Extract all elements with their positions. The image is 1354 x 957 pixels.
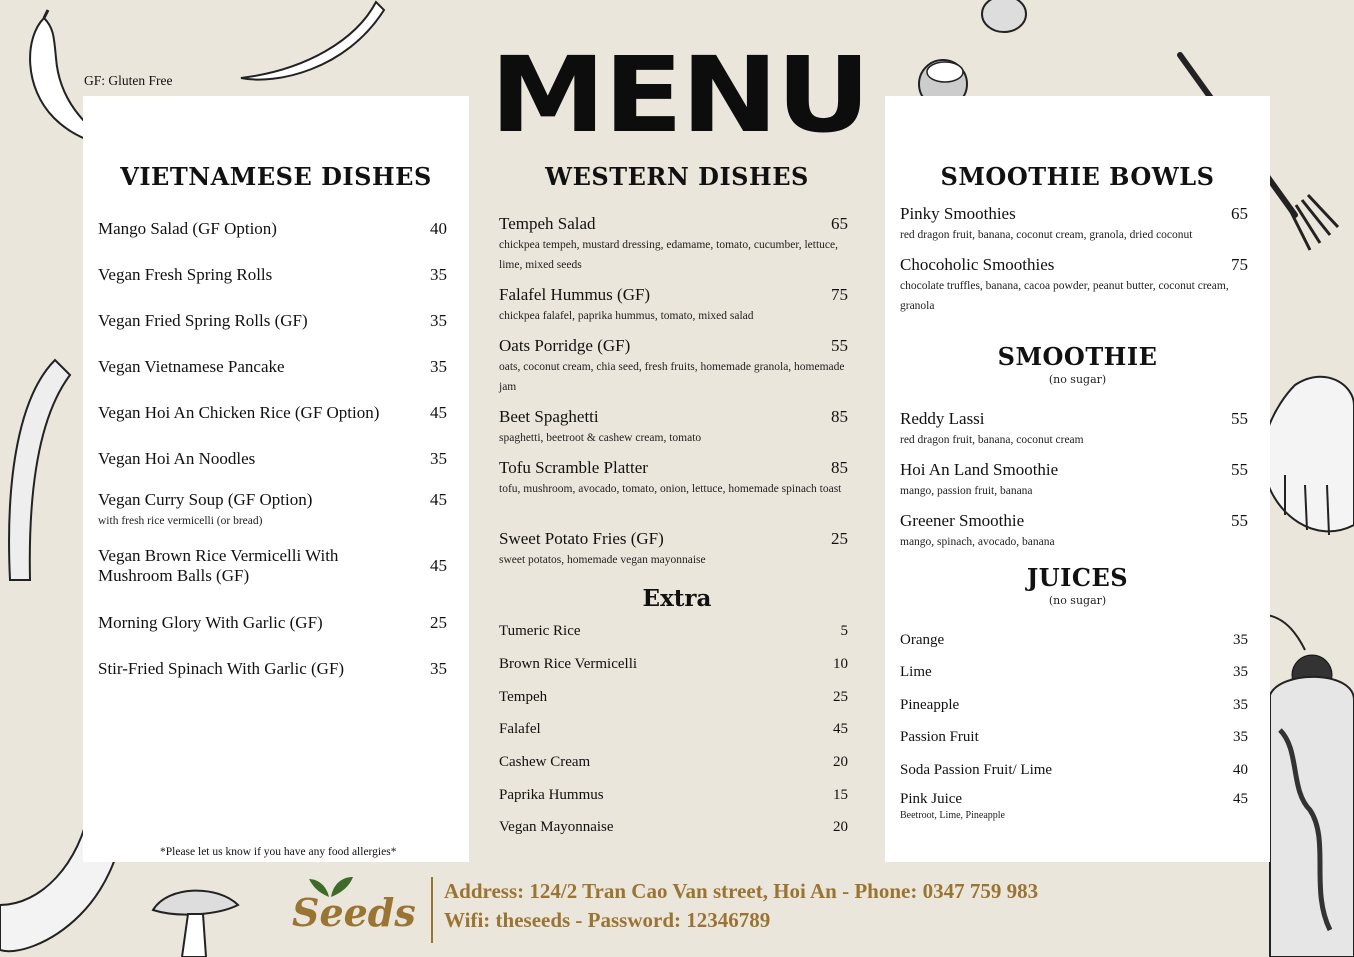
menu-item — [98, 219, 447, 239]
smoothie-bowls-title: SMOOTHIE BOWLS — [940, 162, 1215, 191]
item-name: Pinky Smoothies — [900, 204, 1016, 223]
page-title: MENU — [489, 34, 869, 156]
menu-item — [499, 458, 848, 499]
item-price: 85 — [831, 458, 848, 477]
item-price: 35 — [430, 659, 447, 678]
item-description: chickpea tempeh, mustard dressing, edamame, tomato, cucumber, lettuce, lime, mixed seeds — [499, 239, 838, 271]
menu-item — [900, 697, 1248, 714]
item-price: 45 — [833, 721, 848, 737]
item-price: 55 — [831, 336, 848, 355]
item-price: 25 — [831, 529, 848, 548]
menu-item — [98, 490, 447, 531]
item-price: 75 — [1231, 255, 1248, 274]
item-name: Brown Rice Vermicelli — [499, 656, 638, 672]
menu-item — [900, 632, 1248, 649]
item-price: 25 — [833, 689, 848, 705]
item-price: 35 — [430, 449, 447, 468]
gluten-free-note: GF: Gluten Free — [84, 73, 173, 88]
extra-item — [499, 623, 848, 640]
extra-item — [499, 754, 848, 771]
item-name: Pink Juice — [900, 791, 963, 807]
footer-divider — [431, 877, 433, 943]
menu-item — [900, 791, 1248, 823]
item-name: Sweet Potato Fries (GF) — [499, 529, 664, 548]
menu-item — [499, 529, 848, 570]
item-name: Morning Glory With Garlic (GF) — [98, 613, 323, 632]
item-description: mango, passion fruit, banana — [900, 485, 1033, 497]
menu-item — [499, 336, 848, 397]
extra-item — [499, 689, 848, 706]
item-price: 40 — [1233, 762, 1248, 778]
juices-title: JUICES — [1026, 563, 1129, 592]
item-price: 75 — [831, 285, 848, 304]
item-name: Greener Smoothie — [900, 511, 1025, 530]
item-price: 45 — [1233, 791, 1248, 807]
item-price: 55 — [1231, 460, 1248, 479]
menu-item — [900, 762, 1248, 779]
item-price: 45 — [430, 403, 447, 422]
item-name: Vegan Hoi An Chicken Rice (GF Option) — [98, 403, 380, 422]
item-name: Lime — [900, 664, 932, 680]
item-description: with fresh rice vermicelli (or bread) — [98, 515, 263, 527]
extra-item — [499, 656, 848, 673]
menu-item — [98, 449, 447, 469]
item-price: 85 — [831, 407, 848, 426]
western-dishes-panel — [484, 148, 870, 862]
item-description: spaghetti, beetroot & cashew cream, tomato — [499, 432, 702, 444]
item-name: Hoi An Land Smoothie — [900, 460, 1059, 479]
item-description: Beetroot, Lime, Pineapple — [900, 810, 1005, 821]
item-name: Paprika Hummus — [499, 787, 604, 803]
menu-item — [900, 460, 1248, 501]
item-name: Stir-Fried Spinach With Garlic (GF) — [98, 659, 345, 678]
item-description: tofu, mushroom, avocado, tomato, onion, lettuce, homemade spinach toast — [499, 483, 842, 495]
vietnamese-dishes-title: VIETNAMESE DISHES — [120, 162, 432, 191]
item-name: Passion Fruit — [900, 729, 979, 745]
drinks-panel — [885, 96, 1270, 862]
item-name: Vegan Hoi An Noodles — [98, 449, 256, 468]
item-name: Vegan Vietnamese Pancake — [98, 357, 285, 376]
item-price: 55 — [1231, 409, 1248, 428]
extra-item — [499, 721, 848, 738]
item-price: 35 — [430, 357, 447, 376]
hazelnut-icon — [978, 0, 1030, 36]
menu-item — [900, 511, 1248, 552]
menu-item — [900, 255, 1248, 316]
item-description: oats, coconut cream, chia seed, fresh fruits, homemade granola, homemade jam — [499, 361, 845, 393]
menu-item — [98, 546, 447, 586]
item-name: Tofu Scramble Platter — [499, 458, 648, 477]
item-price: 65 — [1231, 204, 1248, 223]
item-price: 35 — [1233, 729, 1248, 745]
item-name: Pineapple — [900, 697, 960, 713]
item-price: 65 — [831, 214, 848, 233]
item-price: 20 — [833, 819, 848, 835]
item-name: Vegan Fresh Spring Rolls — [98, 265, 273, 284]
item-name: Vegan Fried Spring Rolls (GF) — [98, 311, 308, 330]
item-name: Tempeh — [499, 689, 548, 705]
allergy-note: *Please let us know if you have any food allergies* — [160, 846, 397, 858]
item-name: Reddy Lassi — [900, 409, 985, 428]
menu-item — [900, 204, 1248, 245]
item-price: 35 — [1233, 664, 1248, 680]
item-price: 10 — [833, 656, 848, 672]
item-name: Vegan Curry Soup (GF Option) — [98, 490, 313, 509]
menu-item — [900, 409, 1248, 450]
menu-item — [98, 659, 447, 679]
item-description: chickpea falafel, paprika hummus, tomato, mixed salad — [499, 310, 754, 322]
item-name: Beet Spaghetti — [499, 407, 599, 426]
item-name: Chocoholic Smoothies — [900, 255, 1055, 274]
item-price: 5 — [840, 623, 848, 639]
menu-item — [499, 214, 848, 275]
item-name: Soda Passion Fruit/ Lime — [900, 762, 1053, 778]
item-name: Tumeric Rice — [499, 623, 581, 639]
item-price: 35 — [430, 311, 447, 330]
item-name: Vegan Brown Rice Vermicelli With Mushroom Balls (GF) — [98, 546, 339, 585]
menu-item — [499, 285, 848, 326]
item-price: 55 — [1231, 511, 1248, 530]
item-name: Falafel — [499, 721, 541, 737]
menu-item — [499, 407, 848, 448]
item-price: 35 — [1233, 632, 1248, 648]
no-sugar-note: (no sugar) — [1048, 373, 1107, 386]
item-description: red dragon fruit, banana, coconut cream — [900, 434, 1084, 446]
item-price: 25 — [430, 613, 447, 632]
item-name: Vegan Mayonnaise — [499, 819, 614, 835]
item-name: Tempeh Salad — [499, 214, 596, 233]
menu-item — [98, 613, 447, 633]
seeds-logo: Seeds — [292, 890, 416, 935]
item-description: chocolate truffles, banana, cacoa powder, peanut butter, coconut cream, granola — [900, 280, 1229, 312]
no-sugar-note: (no sugar) — [1048, 594, 1107, 607]
item-price: 15 — [833, 787, 848, 803]
extra-title: Extra — [642, 585, 712, 612]
item-price: 35 — [430, 265, 447, 284]
menu-item — [98, 357, 447, 377]
extra-item — [499, 787, 848, 804]
item-price: 35 — [1233, 697, 1248, 713]
menu-item — [98, 311, 447, 331]
western-dishes-title: WESTERN DISHES — [545, 162, 809, 191]
sausage-icon — [0, 355, 75, 585]
item-name: Orange — [900, 632, 945, 648]
item-price: 40 — [430, 219, 447, 238]
item-price: 45 — [430, 556, 447, 575]
menu-item — [98, 403, 447, 423]
menu-item — [900, 664, 1248, 681]
item-name: Cashew Cream — [499, 754, 591, 770]
wifi-line: Wifi: theseeds - Password: 12346789 — [444, 908, 771, 932]
item-name: Mango Salad (GF Option) — [98, 219, 277, 238]
item-name: Falafel Hummus (GF) — [499, 285, 651, 304]
item-description: sweet potatos, homemade vegan mayonnaise — [499, 554, 706, 566]
item-price: 45 — [430, 490, 447, 509]
address-line: Address: 124/2 Tran Cao Van street, Hoi An - Phone: 0347 759 983 — [444, 879, 1039, 903]
extra-item — [499, 819, 848, 836]
menu-item — [900, 729, 1248, 746]
menu-item — [98, 265, 447, 285]
smoothie-title: SMOOTHIE — [997, 342, 1158, 371]
item-price: 20 — [833, 754, 848, 770]
item-description: mango, spinach, avocado, banana — [900, 536, 1055, 548]
chili-pepper-icon — [236, 0, 386, 85]
item-description: red dragon fruit, banana, coconut cream, granola, dried coconut — [900, 229, 1193, 241]
vietnamese-dishes-panel — [83, 96, 469, 862]
item-name: Oats Porridge (GF) — [499, 336, 631, 355]
